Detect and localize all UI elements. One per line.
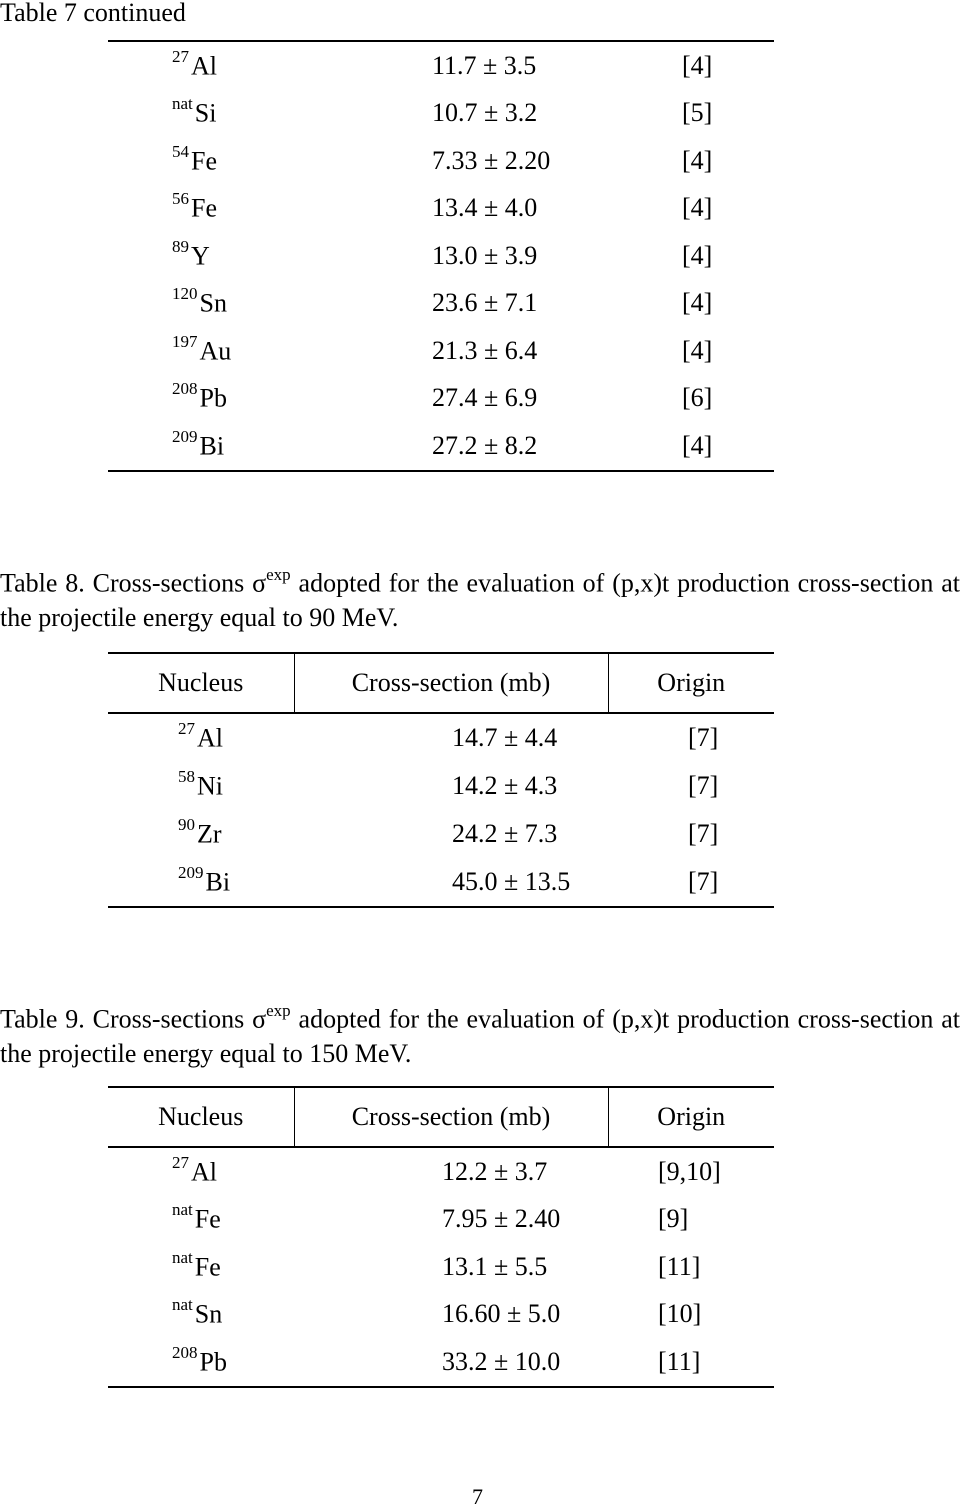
mass-number: nat xyxy=(172,94,193,114)
nucleus-cell xyxy=(108,1196,294,1244)
origin-cell: [7] xyxy=(688,723,719,752)
cross-section-cell: 11.7 ± 3.5 xyxy=(432,50,537,80)
mass-number: 58 xyxy=(178,767,195,787)
nucleus-cell xyxy=(108,90,294,138)
mass-number: 27 xyxy=(172,46,189,66)
element-symbol: Pb xyxy=(199,384,227,414)
origin-cell: [4] xyxy=(682,430,713,460)
origin-cell: [4] xyxy=(682,193,713,223)
element-symbol: Bi xyxy=(205,867,231,897)
origin-cell: [7] xyxy=(688,819,719,848)
element-symbol: Au xyxy=(199,336,232,366)
element-symbol: Fe xyxy=(191,194,217,224)
cross-section-cell: 13.0 ± 3.9 xyxy=(432,240,538,270)
nucleus-cell xyxy=(108,41,294,90)
mass-number: 54 xyxy=(172,141,189,161)
origin-cell: [10] xyxy=(658,1299,702,1329)
element-symbol: Al xyxy=(197,723,223,753)
element-symbol: Pb xyxy=(199,1347,227,1377)
nucleus-cell xyxy=(108,1147,294,1196)
table-row xyxy=(108,858,774,907)
cross-section-cell: 7.95 ± 2.40 xyxy=(442,1204,561,1234)
table-8-caption-post: adopted for the evaluation of (p,x)t production cross-section at the projectile energy equal to 90 MeV. xyxy=(0,568,960,632)
cross-section-cell: 13.4 ± 4.0 xyxy=(432,193,538,223)
mass-number: 27 xyxy=(178,719,195,739)
element-symbol: Fe xyxy=(194,1205,221,1235)
table-8-caption xyxy=(0,560,960,635)
cross-section-cell: 14.2 ± 4.3 xyxy=(452,771,558,800)
element-symbol: Al xyxy=(191,51,217,81)
nucleus-cell xyxy=(108,858,294,907)
table-row xyxy=(108,280,774,328)
nucleus-cell xyxy=(108,327,294,375)
element-symbol: Bi xyxy=(199,431,225,461)
origin-cell: [4] xyxy=(682,240,713,270)
table-row xyxy=(108,1196,774,1244)
cross-section-cell: 27.4 ± 6.9 xyxy=(432,383,538,413)
mass-number: nat xyxy=(172,1247,193,1267)
table-row xyxy=(108,810,774,858)
cross-section-cell: 27.2 ± 8.2 xyxy=(432,430,538,460)
nucleus-cell xyxy=(108,375,294,423)
table-row xyxy=(108,1243,774,1291)
element-symbol: Fe xyxy=(191,146,217,176)
table-row xyxy=(108,90,774,138)
origin-cell: [6] xyxy=(682,383,713,413)
mass-number: 208 xyxy=(172,1342,198,1362)
origin-cell: [5] xyxy=(682,98,713,128)
cross-section-cell: 45.0 ± 13.5 xyxy=(452,867,571,896)
cross-section-cell: 33.2 ± 10.0 xyxy=(442,1346,561,1376)
table-9-caption-sup: exp xyxy=(266,1001,291,1020)
mass-number: 209 xyxy=(172,426,198,446)
nucleus-cell xyxy=(108,1291,294,1339)
table-row xyxy=(108,185,774,233)
table-9-caption-pre: Table 9. Cross-sections σ xyxy=(0,1004,267,1034)
table-8-header-row xyxy=(108,653,774,713)
table-row xyxy=(108,41,774,90)
mass-number: 90 xyxy=(178,815,195,835)
element-symbol: Y xyxy=(191,241,210,271)
header-nucleus: Nucleus xyxy=(108,653,294,713)
table-row xyxy=(108,1147,774,1196)
cross-section-cell: 10.7 ± 3.2 xyxy=(432,98,538,128)
cross-section-cell: 24.2 ± 7.3 xyxy=(452,819,558,848)
table-row xyxy=(108,422,774,471)
mass-number: nat xyxy=(172,1295,193,1315)
header-origin: Origin xyxy=(608,653,774,713)
table-row xyxy=(108,1291,774,1339)
table-row xyxy=(108,1338,774,1387)
nucleus-cell xyxy=(108,1338,294,1387)
nucleus-cell xyxy=(108,762,294,810)
table-8-body xyxy=(108,713,774,907)
table-row xyxy=(108,713,774,762)
element-symbol: Ni xyxy=(197,771,223,801)
table-row xyxy=(108,762,774,810)
origin-cell: [7] xyxy=(688,771,719,800)
mass-number: 27 xyxy=(172,1152,189,1172)
page-number: 7 xyxy=(472,1484,483,1509)
element-symbol: Fe xyxy=(194,1252,221,1282)
nucleus-cell xyxy=(108,232,294,280)
header-cross-section: Cross-section (mb) xyxy=(294,653,608,713)
mass-number: nat xyxy=(172,1200,193,1220)
origin-cell: [11] xyxy=(658,1251,701,1281)
origin-cell: [4] xyxy=(682,50,713,80)
table-row xyxy=(108,232,774,280)
origin-cell: [9,10] xyxy=(658,1156,721,1186)
element-symbol: Sn xyxy=(194,1300,223,1330)
element-symbol: Al xyxy=(191,1157,217,1187)
cross-section-cell: 12.2 ± 3.7 xyxy=(442,1156,548,1186)
nucleus-cell xyxy=(108,137,294,185)
table-9 xyxy=(108,1086,774,1388)
table-7 xyxy=(108,40,774,472)
header-nucleus: Nucleus xyxy=(108,1087,294,1147)
nucleus-cell xyxy=(108,422,294,471)
cross-section-cell: 21.3 ± 6.4 xyxy=(432,335,538,365)
table-9-caption xyxy=(0,996,960,1071)
table-row xyxy=(108,137,774,185)
element-symbol: Si xyxy=(194,99,217,129)
nucleus-cell xyxy=(108,810,294,858)
element-symbol: Zr xyxy=(197,819,222,849)
table-9-body xyxy=(108,1147,774,1387)
table-row xyxy=(108,327,774,375)
cross-section-cell: 23.6 ± 7.1 xyxy=(432,288,538,318)
origin-cell: [4] xyxy=(682,335,713,365)
cross-section-cell: 13.1 ± 5.5 xyxy=(442,1251,548,1281)
mass-number: 120 xyxy=(172,284,198,304)
table-9-caption-post: adopted for the evaluation of (p,x)t production cross-section at the projectile energy equal to 150 MeV. xyxy=(0,1004,960,1068)
origin-cell: [11] xyxy=(658,1346,701,1376)
mass-number: 89 xyxy=(172,236,189,256)
origin-cell: [4] xyxy=(682,145,713,175)
table-8-caption-pre: Table 8. Cross-sections σ xyxy=(0,568,267,598)
header-cross-section: Cross-section (mb) xyxy=(294,1087,608,1147)
mass-number: 197 xyxy=(172,331,198,351)
nucleus-cell xyxy=(108,185,294,233)
cross-section-cell: 14.7 ± 4.4 xyxy=(452,723,558,752)
origin-cell: [7] xyxy=(688,867,719,896)
table-8-caption-sup: exp xyxy=(266,565,291,584)
cross-section-cell: 16.60 ± 5.0 xyxy=(442,1299,561,1329)
mass-number: 209 xyxy=(178,863,204,883)
mass-number: 56 xyxy=(172,189,189,209)
table-8 xyxy=(108,652,774,908)
table-7-heading: Table 7 continued xyxy=(0,0,186,27)
table-7-body xyxy=(108,41,774,471)
nucleus-cell xyxy=(108,713,294,762)
nucleus-cell xyxy=(108,1243,294,1291)
origin-cell: [4] xyxy=(682,288,713,318)
table-row xyxy=(108,375,774,423)
header-origin: Origin xyxy=(608,1087,774,1147)
cross-section-cell: 7.33 ± 2.20 xyxy=(432,145,551,175)
nucleus-cell xyxy=(108,280,294,328)
element-symbol: Sn xyxy=(199,289,227,319)
table-9-header-row xyxy=(108,1087,774,1147)
mass-number: 208 xyxy=(172,379,198,399)
origin-cell: [9] xyxy=(658,1204,689,1234)
